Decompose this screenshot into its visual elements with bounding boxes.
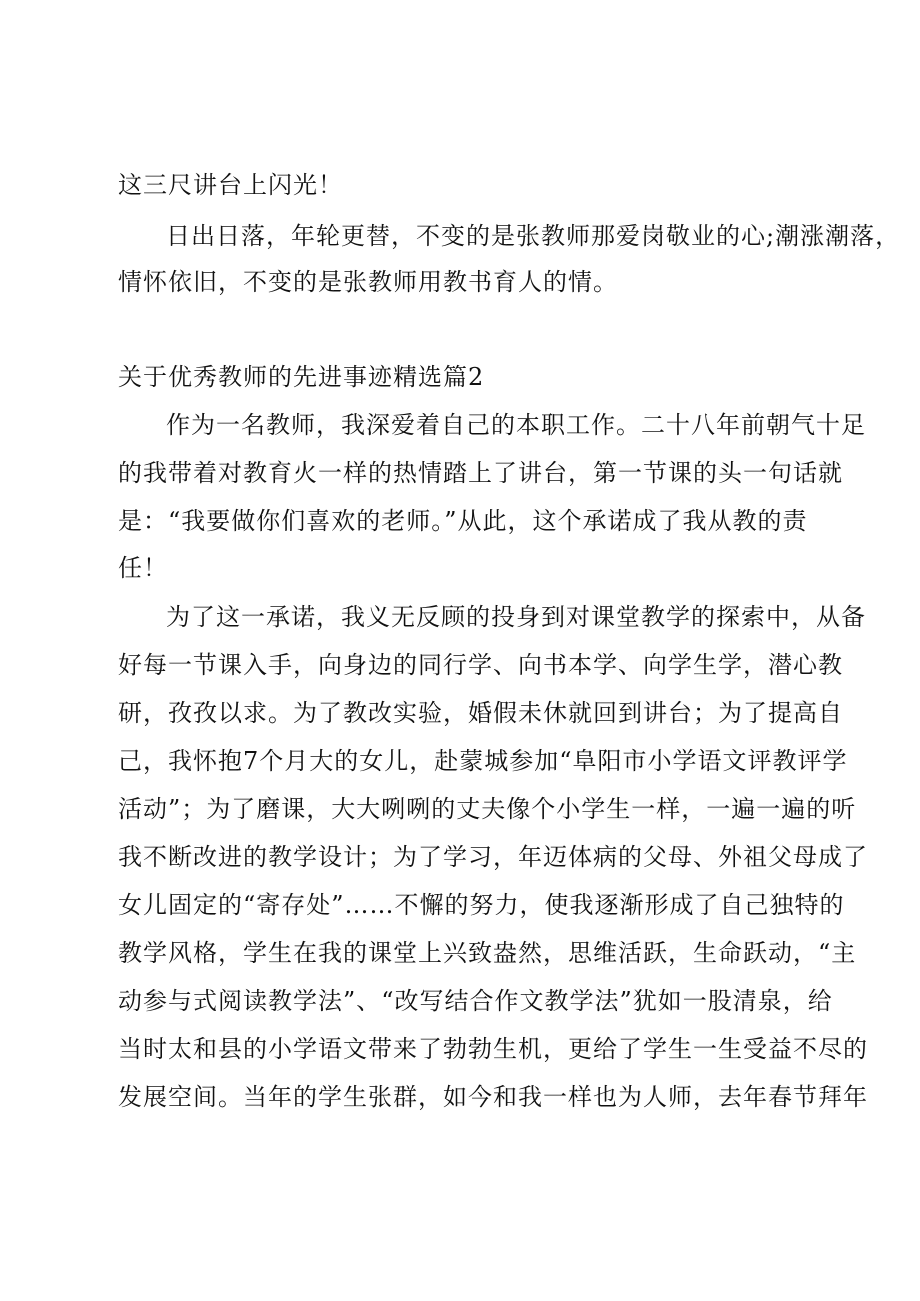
paragraph-3-line-2: 好每一节课入手，向身边的同行学、向书本学、向学生学，潜心教 (118, 651, 843, 679)
paragraph-3-line-6: 我不断改进的教学设计；为了学习，年迈体病的父母、外祖父母成了 (118, 843, 868, 871)
paragraph-3-line-3: 研，孜孜以求。为了教改实验，婚假未休就回到讲台；为了提高自 (118, 699, 843, 727)
paragraph-3-line-10: 当时太和县的小学语文带来了勃勃生机，更给了学生一生受益不尽的 (118, 1035, 868, 1063)
paragraph-2-line-3: 是：“我要做你们喜欢的老师。”从此，这个承诺成了我从教的责 (118, 507, 808, 535)
paragraph-1-line-2: 情怀依旧，不变的是张教师用教书育人的情。 (118, 268, 618, 296)
paragraph-2-line-1: 作为一名教师，我深爱着自己的本职工作。二十八年前朝气十足 (166, 411, 866, 439)
section-heading: 关于优秀教师的先进事迹精选篇2 (118, 363, 485, 391)
paragraph-3-line-8: 教学风格，学生在我的课堂上兴致盎然，思维活跃，生命跃动，“主 (118, 939, 857, 967)
paragraph-3-line-1: 为了这一承诺，我义无反顾的投身到对课堂教学的探索中，从备 (166, 603, 866, 631)
paragraph-2-line-4: 任！ (118, 554, 168, 582)
continuation-line-1: 这三尺讲台上闪光！ (118, 171, 343, 199)
paragraph-3-line-5: 活动”；为了磨课，大大咧咧的丈夫像个小学生一样，一遍一遍的听 (118, 795, 857, 823)
paragraph-1-line-1: 日出日落，年轮更替，不变的是张教师那爱岗敬业的心;潮涨潮落， (166, 222, 901, 250)
paragraph-3-line-9: 动参与式阅读教学法”、“改写结合作文教学法”犹如一股清泉，给 (118, 987, 833, 1015)
paragraph-3-line-7: 女儿固定的“寄存处”……不懈的努力，使我逐渐形成了自己独特的 (118, 891, 845, 919)
paragraph-2-line-2: 的我带着对教育火一样的热情踏上了讲台，第一节课的头一句话就 (118, 459, 843, 487)
paragraph-3-line-4: 己，我怀抱7个月大的女儿，赴蒙城参加“阜阳市小学语文评教评学 (118, 747, 848, 775)
paragraph-3-line-11: 发展空间。当年的学生张群，如今和我一样也为人师，去年春节拜年 (118, 1083, 868, 1111)
